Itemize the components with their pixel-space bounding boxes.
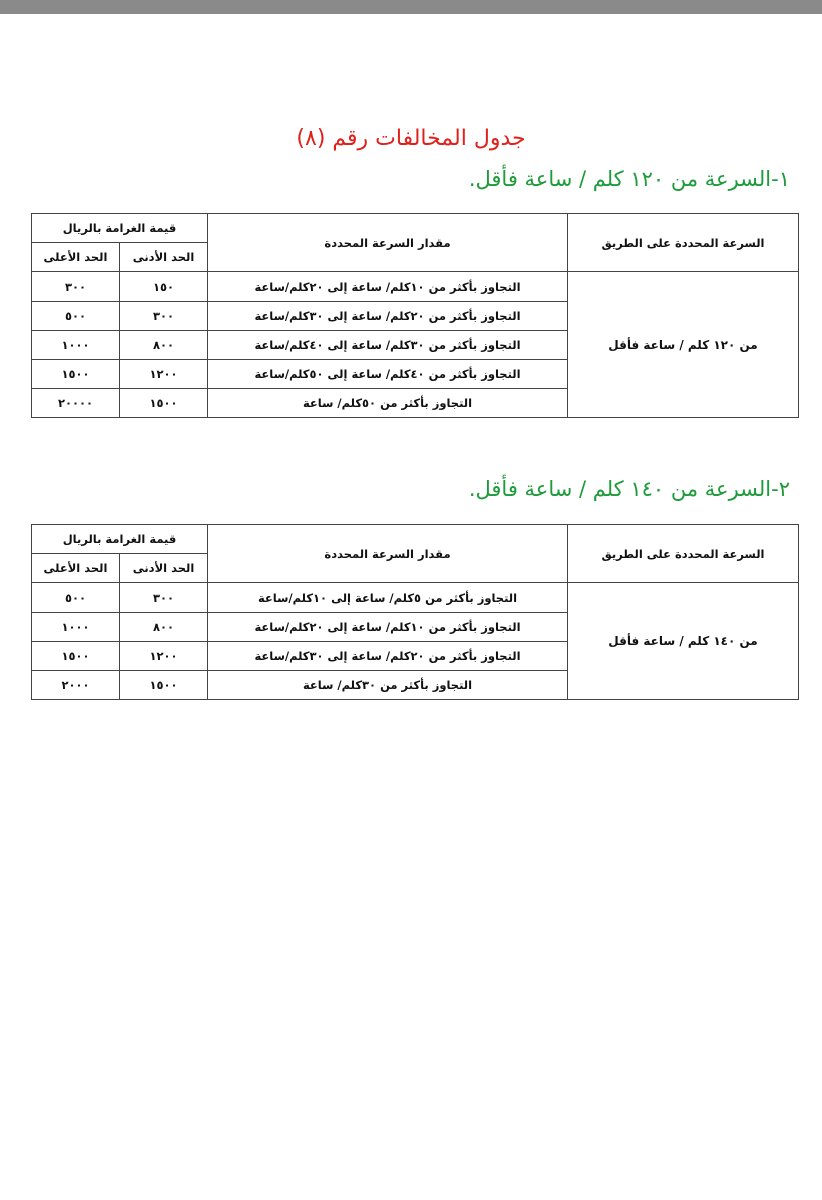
max-fine-cell: ١٠٠٠	[32, 331, 120, 360]
page-title: جدول المخالفات رقم (٨)	[296, 126, 526, 151]
table-header-row	[32, 214, 799, 243]
header-min: الحد الأدنى	[120, 243, 208, 272]
min-fine-cell: ٣٠٠	[120, 583, 208, 613]
max-fine-cell: ٢٠٠٠٠	[32, 389, 120, 418]
min-fine-cell: ٨٠٠	[120, 613, 208, 642]
road-speed-cell: من ١٢٠ كلم / ساعة فأقل	[568, 272, 799, 418]
fines-table-2	[31, 524, 799, 700]
header-fine-value: قيمة الغرامة بالريال	[32, 525, 208, 554]
excess-cell: التجاوز بأكثر من ٥٠كلم/ ساعة	[208, 389, 568, 418]
fines-table-1	[31, 213, 799, 418]
max-fine-cell: ٥٠٠	[32, 302, 120, 331]
section-heading-2: ٢-السرعة من ١٤٠ كلم / ساعة فأقل.	[468, 477, 790, 501]
min-fine-cell: ١٢٠٠	[120, 642, 208, 671]
excess-cell: التجاوز بأكثر من ٢٠كلم/ ساعة إلى ٣٠كلم/ساعة	[208, 302, 568, 331]
table-row	[32, 272, 799, 302]
excess-cell: التجاوز بأكثر من ٣٠كلم/ ساعة	[208, 671, 568, 700]
header-max: الحد الأعلى	[32, 554, 120, 583]
excess-cell: التجاوز بأكثر من ٣٠كلم/ ساعة إلى ٤٠كلم/ساعة	[208, 331, 568, 360]
min-fine-cell: ١٥٠٠	[120, 389, 208, 418]
header-excess-amount: مقدار السرعة المحددة	[208, 214, 568, 272]
excess-cell: التجاوز بأكثر من ٢٠كلم/ ساعة إلى ٣٠كلم/ساعة	[208, 642, 568, 671]
table-row	[32, 583, 799, 613]
max-fine-cell: ٢٠٠٠	[32, 671, 120, 700]
header-min: الحد الأدنى	[120, 554, 208, 583]
max-fine-cell: ١٥٠٠	[32, 360, 120, 389]
min-fine-cell: ١٥٠٠	[120, 671, 208, 700]
header-road-speed: السرعة المحددة على الطريق	[568, 214, 799, 272]
table-header-row	[32, 525, 799, 554]
road-speed-cell: من ١٤٠ كلم / ساعة فأقل	[568, 583, 799, 700]
excess-cell: التجاوز بأكثر من ١٠كلم/ ساعة إلى ٢٠كلم/ساعة	[208, 272, 568, 302]
max-fine-cell: ٥٠٠	[32, 583, 120, 613]
excess-cell: التجاوز بأكثر من ٥كلم/ ساعة إلى ١٠كلم/ساعة	[208, 583, 568, 613]
header-road-speed: السرعة المحددة على الطريق	[568, 525, 799, 583]
max-fine-cell: ١٠٠٠	[32, 613, 120, 642]
header-max: الحد الأعلى	[32, 243, 120, 272]
excess-cell: التجاوز بأكثر من ١٠كلم/ ساعة إلى ٢٠كلم/ساعة	[208, 613, 568, 642]
header-fine-value: قيمة الغرامة بالريال	[32, 214, 208, 243]
max-fine-cell: ٣٠٠	[32, 272, 120, 302]
section-heading-1: ١-السرعة من ١٢٠ كلم / ساعة فأقل.	[468, 167, 790, 191]
top-bar	[0, 0, 822, 14]
min-fine-cell: ٨٠٠	[120, 331, 208, 360]
excess-cell: التجاوز بأكثر من ٤٠كلم/ ساعة إلى ٥٠كلم/ساعة	[208, 360, 568, 389]
header-excess-amount: مقدار السرعة المحددة	[208, 525, 568, 583]
min-fine-cell: ١٥٠	[120, 272, 208, 302]
min-fine-cell: ٣٠٠	[120, 302, 208, 331]
min-fine-cell: ١٢٠٠	[120, 360, 208, 389]
max-fine-cell: ١٥٠٠	[32, 642, 120, 671]
